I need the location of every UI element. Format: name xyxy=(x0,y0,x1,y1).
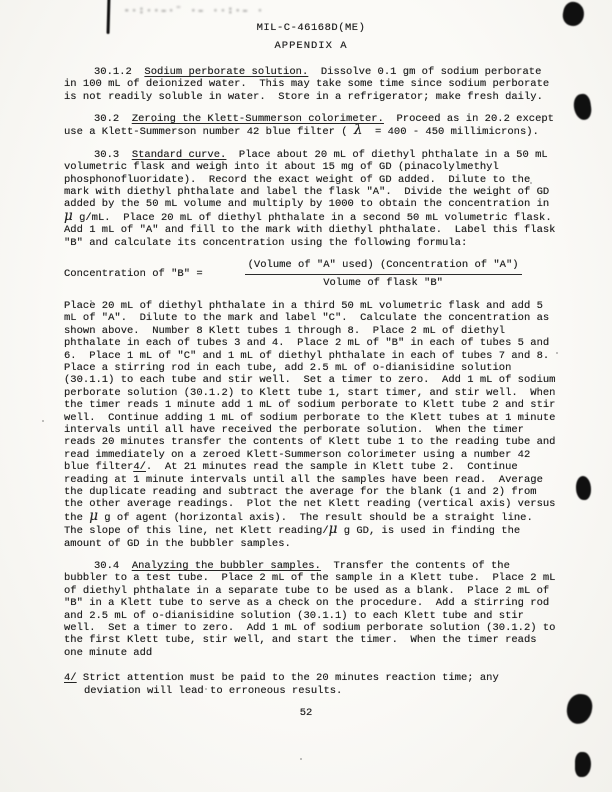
text-segment: μ xyxy=(89,507,98,524)
paragraph-30-2 xyxy=(64,113,561,139)
page-number: 52 xyxy=(299,707,313,719)
paragraph-30-3 xyxy=(64,148,565,249)
scan-blob-right-4 xyxy=(575,752,591,777)
scan-speck xyxy=(300,758,302,760)
footnote-4 xyxy=(64,672,558,697)
text-segment: 4/ xyxy=(133,461,146,474)
text-segment: Place about 20 mL of diethyl phthalate in a 50 mL volumetric flask and weigh into it about 15 mg of GD (pinacolylmethyl phosphonofluoridate). Record the exact weight of GD added. Dilute to the mark with diethyl phthalate and label the flask "A". Divide the weight of GD added by the 50 mL volume and multiply by 1000 to obtain the concentration in xyxy=(64,148,556,211)
formula-numerator: (Volume of "A" used) (Concentration of "A") xyxy=(245,259,522,274)
text-segment: Zeroing the Klett-Summerson colorimeter. xyxy=(131,113,384,126)
text-segment: g of agent (horizontal axis). The result should be a straight line. The slope of this line, net Klett reading/ xyxy=(64,511,546,538)
text-segment: Sodium perborate solution. xyxy=(144,65,309,78)
paragraph-30-3-continued xyxy=(64,299,562,550)
text-segment: 4/ xyxy=(64,672,77,685)
scan-speck xyxy=(42,420,44,422)
scan-blob-right-1 xyxy=(572,93,592,121)
scan-noise-text: -·:··–·¨ ·– ··:·– · xyxy=(124,6,265,16)
text-segment: Transfer the contents of the bubbler to a test tube. Place 2 mL of the sample in a Klett tube. Place 2 mL of diethyl phthalate in a separate tube to be used as a blank. Place 2 mL of "B" in a Klett tube to serve as a check on the procedure. Add a stirring rod and 2.5 mL of o-dianisidine solution (30.1.1) to each Klett tube and stir well. Set a timer to zero. Add 1 mL of sodium perborate solution (30.1.2) to the first Klett tube, stir well, and start the timer. When the timer reads one minute add xyxy=(64,560,562,659)
text-segment: λ xyxy=(353,122,363,139)
text-segment: Proceed as in 20.2 except use a Klett-Summerson number 42 blue filter ( xyxy=(64,113,561,139)
text-segment: = 400 - 450 millimicrons). xyxy=(362,126,539,139)
paragraph-30-1-2 xyxy=(64,66,558,103)
text-segment: 30.1.2 xyxy=(94,65,145,78)
text-segment: Place 20 mL of diethyl phthalate in a third 50 mL volumetric flask and add 5 mL of "A". Dilute to the mark and label "C". Calculate the concentration as shown above. Number 8 Klett tubes 1 through 8. Place 2 mL of diethyl phthalate in each of tubes 3 and 4. Place 2 mL of "B" in each of tubes 5 and 6. Place 1 mL of "C" and 1 mL of diethyl phthalate in each of tubes 7 and 8. Place a stirring rod in each tube, add 2.5 mL of o-dianisidine solution (30.1.1) to each tube and stir well. Set a timer to zero. Add 1 mL of sodium perborate solution (30.1.2) to Klett tube 1, start timer, and stir well. When the timer reads 1 minute add 1 mL of sodium perborate to Klett tube 2 and stir well. Continue adding 1 mL of sodium perborate to the Klett tubes at 1 minute intervals until all have received the perborate solution. When the timer reads 20 minutes transfer the contents of Klett tube 1 to the reading tube and read immediately on a zeroed Klett-Summerson colorimeter using a number 42 blue filter xyxy=(64,299,562,474)
scan-blob-right-2 xyxy=(576,476,591,500)
formula-fraction xyxy=(245,259,522,289)
formula-lhs: Concentration of "B" = xyxy=(64,267,203,280)
text-segment: 30.4 xyxy=(94,560,132,573)
text-segment: g GD, is used in finding the amount of GD in the bubbler samples. xyxy=(64,525,527,550)
appendix-title: APPENDIX A xyxy=(274,40,348,53)
text-segment: Strict attention must be paid to the 20 minutes reaction time; any deviation will lead to erroneous results. xyxy=(76,672,506,697)
text-segment: Dissolve 0.1 gm of sodium perborate in 100 mL of deionized water. This may take some time since sodium perborate is not readily soluble in water. Store in a refrigerator; make fresh daily. xyxy=(64,65,556,103)
text-segment: Standard curve. xyxy=(131,148,227,161)
text-segment: Analyzing the bubbler samples. xyxy=(131,560,321,573)
doc-number: MIL-C-46168D(ME) xyxy=(256,22,366,34)
paragraph-30-4 xyxy=(64,560,562,659)
text-segment: 30.3 xyxy=(94,148,132,161)
scan-blob-top-right xyxy=(561,0,587,28)
text-segment: μ xyxy=(64,207,73,224)
text-segment: μ xyxy=(328,521,338,538)
document-body xyxy=(64,22,565,697)
text-segment: . At 21 minutes read the sample in Klett tube 2. Continue reading at 1 minute intervals until all the samples have been read. Average the duplicate reading and subtract the average for the blank (1 and 2) from the other average readings. Plot the net Klett reading (vertical axis) versus the xyxy=(64,461,562,524)
formula-denominator: Volume of flask "B" xyxy=(323,276,443,289)
text-segment: g/mL. Place 20 mL of diethyl phthalate in a second 50 mL volumetric flask. Add 1 mL of "A" and fill to the mark with diethyl phthalate. Label this flask "B" and calculate its concentration using the following formula: xyxy=(64,211,565,249)
text-segment: 30.2 xyxy=(94,113,132,126)
formula-concentration-b xyxy=(64,259,558,289)
